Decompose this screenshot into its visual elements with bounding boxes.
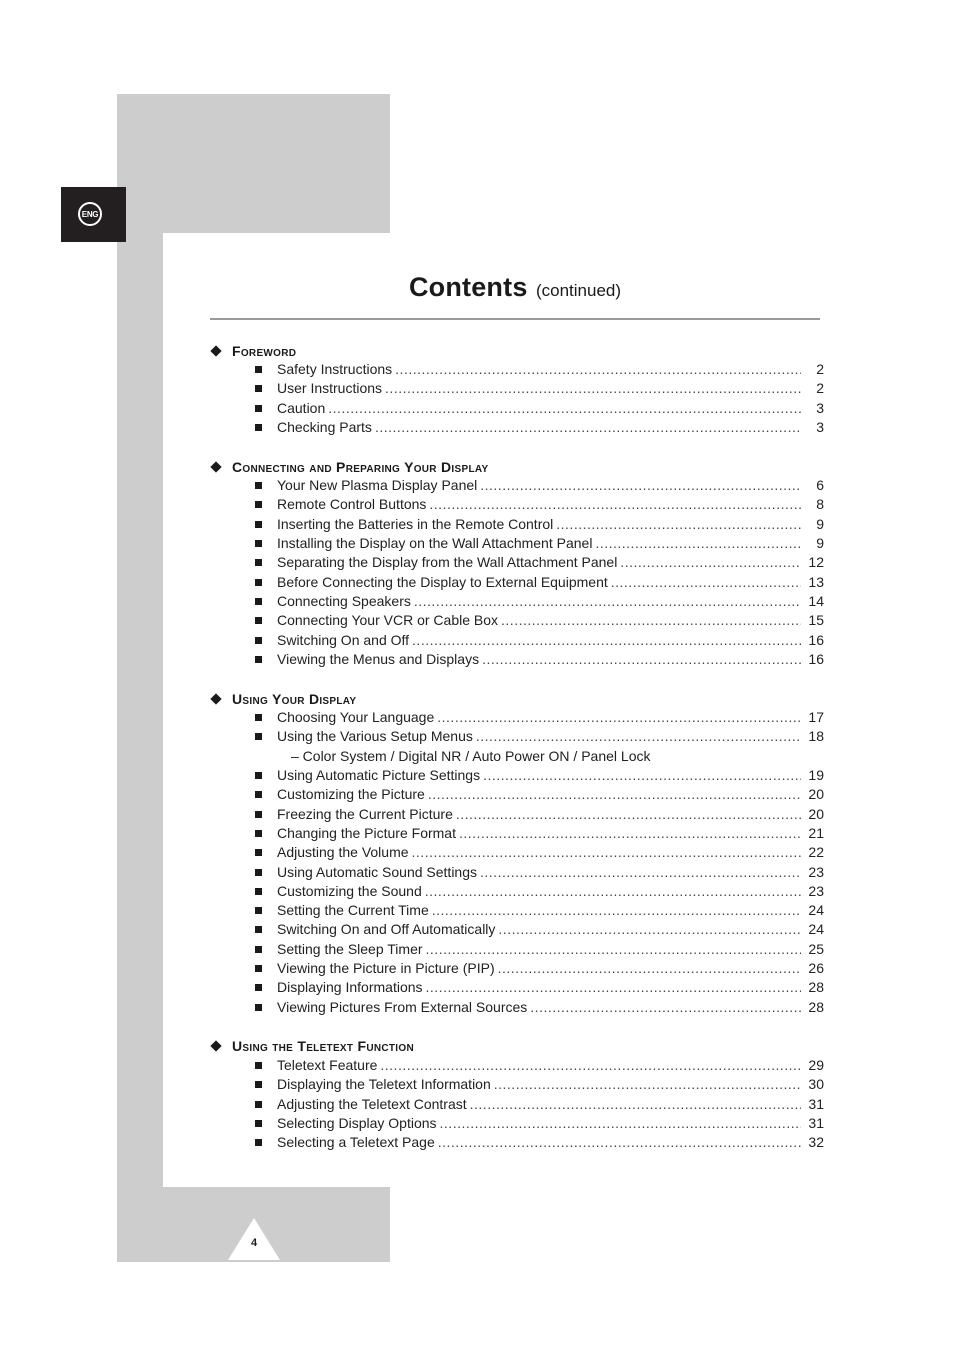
dot-leader xyxy=(414,593,801,609)
toc-entry xyxy=(210,574,824,593)
square-bullet-icon xyxy=(255,849,262,856)
title-divider xyxy=(210,318,820,320)
toc-entry-label: Selecting a Teletext Page xyxy=(277,1134,435,1151)
toc-entry-page: 25 xyxy=(808,940,824,957)
square-bullet-icon xyxy=(255,579,262,586)
toc-entry-label: Customizing the Sound xyxy=(277,882,422,899)
toc-entry-label: Using the Various Setup Menus xyxy=(277,728,473,745)
diamond-bullet-icon xyxy=(210,461,221,472)
toc-entry-page: 24 xyxy=(808,921,824,938)
square-bullet-icon xyxy=(255,733,262,740)
toc-entry-page: 6 xyxy=(816,477,824,494)
square-bullet-icon xyxy=(255,830,262,837)
toc-entry-subtopics: – Color System / Digital NR / Auto Power ON / Panel Lock xyxy=(291,747,651,764)
section-heading xyxy=(210,688,824,709)
toc-entry xyxy=(210,825,824,844)
toc-entry-label: Changing the Picture Format xyxy=(277,824,456,841)
dot-leader xyxy=(476,728,801,744)
square-bullet-icon xyxy=(255,811,262,818)
toc-entry-page: 3 xyxy=(816,418,824,435)
section-heading xyxy=(210,340,824,361)
toc-entry xyxy=(210,979,824,998)
section-heading xyxy=(210,456,824,477)
toc-entry-label: Setting the Current Time xyxy=(277,902,429,919)
dot-leader xyxy=(425,883,801,899)
toc-entry-page: 23 xyxy=(808,882,824,899)
toc-entry xyxy=(210,767,824,786)
language-tab xyxy=(61,187,126,242)
toc-entry-page: 8 xyxy=(816,496,824,513)
square-bullet-icon xyxy=(255,869,262,876)
square-bullet-icon xyxy=(255,984,262,991)
toc-entry-label: Using Automatic Sound Settings xyxy=(277,863,478,880)
toc-entry-page: 14 xyxy=(808,592,824,609)
square-bullet-icon xyxy=(255,405,262,412)
toc-section xyxy=(210,1036,824,1153)
toc-entry-page: 20 xyxy=(808,786,824,803)
toc-entry-page: 29 xyxy=(808,1056,824,1073)
toc-entry xyxy=(210,786,824,805)
dot-leader xyxy=(438,1134,801,1150)
toc-entry xyxy=(210,960,824,979)
square-bullet-icon xyxy=(255,559,262,566)
dot-leader xyxy=(456,806,801,822)
toc-entry-page: 12 xyxy=(808,554,824,571)
toc-entry xyxy=(210,632,824,651)
toc-section xyxy=(210,456,824,670)
toc-entry-page: 24 xyxy=(808,902,824,919)
square-bullet-icon xyxy=(255,501,262,508)
dot-leader xyxy=(470,1096,801,1112)
toc-entry xyxy=(210,593,824,612)
dot-leader xyxy=(395,361,801,377)
title-subtitle: (continued) xyxy=(535,281,622,300)
toc-entry-label: Setting the Sleep Timer xyxy=(277,940,423,957)
dot-leader xyxy=(426,979,801,995)
section-heading xyxy=(210,1036,824,1057)
toc-entry xyxy=(210,941,824,960)
diamond-bullet-icon xyxy=(210,345,221,356)
toc-entry-page: 28 xyxy=(808,998,824,1015)
toc-entry xyxy=(210,709,824,728)
dot-leader xyxy=(437,709,801,725)
toc-entry-label: Teletext Feature xyxy=(277,1056,378,1073)
dot-leader xyxy=(412,844,801,860)
square-bullet-icon xyxy=(255,366,262,373)
toc-entry-label: Connecting Your VCR or Cable Box xyxy=(277,612,499,629)
toc-entry xyxy=(210,535,824,554)
diamond-bullet-icon xyxy=(210,1041,221,1052)
square-bullet-icon xyxy=(255,791,262,798)
section-title: Using the Teletext Function xyxy=(232,1038,414,1055)
dot-leader xyxy=(428,786,801,802)
toc-entry xyxy=(210,1076,824,1095)
toc-entry-label: Viewing Pictures From External Sources xyxy=(277,998,528,1015)
square-bullet-icon xyxy=(255,907,262,914)
dot-leader xyxy=(494,1076,801,1092)
dot-leader xyxy=(480,477,801,493)
toc-entry-label: Freezing the Current Picture xyxy=(277,805,453,822)
toc-entry-label: Viewing the Picture in Picture (PIP) xyxy=(277,960,495,977)
title-main: Contents xyxy=(408,272,528,302)
square-bullet-icon xyxy=(255,540,262,547)
square-bullet-icon xyxy=(255,1139,262,1146)
language-badge: ENG xyxy=(78,202,102,226)
toc-entry-label: Separating the Display from the Wall Attachment Panel xyxy=(277,554,618,571)
dot-leader xyxy=(459,825,801,841)
toc-entry-label: Switching On and Off xyxy=(277,631,410,648)
toc-entry-page: 2 xyxy=(816,361,824,377)
toc-entry xyxy=(210,999,824,1018)
toc-entry-label: Installing the Display on the Wall Attachment Panel xyxy=(277,535,593,552)
toc-entry-page: 30 xyxy=(808,1076,824,1093)
toc-entry xyxy=(210,1134,824,1153)
square-bullet-icon xyxy=(255,965,262,972)
toc-entry xyxy=(210,902,824,921)
toc-entry-label: Displaying Informations xyxy=(277,979,423,996)
toc-entry-page: 23 xyxy=(808,863,824,880)
toc-entry xyxy=(210,477,824,496)
toc-entry-label: Safety Instructions xyxy=(277,361,393,377)
toc-entry xyxy=(210,651,824,670)
toc-entry xyxy=(210,921,824,940)
dot-leader xyxy=(432,902,801,918)
square-bullet-icon xyxy=(255,637,262,644)
square-bullet-icon xyxy=(255,772,262,779)
toc-entry-label: Checking Parts xyxy=(277,418,372,435)
square-bullet-icon xyxy=(255,1101,262,1108)
toc-entry-label: Before Connecting the Display to External Equipment xyxy=(277,573,608,590)
dot-leader xyxy=(328,400,801,416)
toc-entry-label: Connecting Speakers xyxy=(277,592,411,609)
square-bullet-icon xyxy=(255,1081,262,1088)
toc-entry xyxy=(210,554,824,573)
toc-entry xyxy=(210,844,824,863)
square-bullet-icon xyxy=(255,521,262,528)
toc-entry-label: Displaying the Teletext Information xyxy=(277,1076,491,1093)
section-title: Using Your Display xyxy=(232,690,357,707)
frame-left-strip xyxy=(117,233,163,1187)
square-bullet-icon xyxy=(255,926,262,933)
toc-entry xyxy=(210,419,824,438)
square-bullet-icon xyxy=(255,598,262,605)
dot-leader xyxy=(498,960,801,976)
toc-entry-label: Viewing the Menus and Displays xyxy=(277,650,480,667)
toc-entry-label: User Instructions xyxy=(277,380,383,397)
square-bullet-icon xyxy=(255,1062,262,1069)
toc-entry-label: Inserting the Batteries in the Remote Control xyxy=(277,515,554,532)
toc-entry xyxy=(210,883,824,902)
square-bullet-icon xyxy=(255,946,262,953)
toc-entry-page: 9 xyxy=(816,535,824,552)
toc-entry-label: Adjusting the Teletext Contrast xyxy=(277,1095,467,1112)
toc-entry-page: 3 xyxy=(816,399,824,416)
toc-entry-page: 19 xyxy=(808,767,824,784)
page-number: 4 xyxy=(250,1237,258,1249)
toc-entry-page: 13 xyxy=(808,573,824,590)
toc-entry-page: 26 xyxy=(808,960,824,977)
dot-leader xyxy=(482,651,801,667)
toc-entry-label: Caution xyxy=(277,399,326,416)
toc-entry xyxy=(210,400,824,419)
toc-entry xyxy=(210,1096,824,1115)
dot-leader xyxy=(380,1057,801,1073)
toc-entry xyxy=(210,496,824,515)
toc-entry-label: Adjusting the Volume xyxy=(277,844,409,861)
toc-entry-page: 15 xyxy=(808,612,824,629)
section-title: Foreword xyxy=(232,342,297,359)
dot-leader xyxy=(429,496,801,512)
toc-entry-page: 22 xyxy=(808,844,824,861)
toc-entry-label: Customizing the Picture xyxy=(277,786,425,803)
toc-entry-page: 28 xyxy=(808,979,824,996)
square-bullet-icon xyxy=(255,617,262,624)
toc-entry xyxy=(210,728,824,747)
toc-entry-label: Using Automatic Picture Settings xyxy=(277,767,481,784)
toc-entry-page: 16 xyxy=(808,650,824,667)
toc-entry xyxy=(210,864,824,883)
square-bullet-icon xyxy=(255,1004,262,1011)
toc-entry-label: Choosing Your Language xyxy=(277,709,435,726)
toc-entry xyxy=(210,806,824,825)
table-of-contents xyxy=(210,340,824,1171)
square-bullet-icon xyxy=(255,714,262,721)
toc-entry-label: Selecting Display Options xyxy=(277,1114,437,1131)
toc-entry-label: Remote Control Buttons xyxy=(277,496,427,513)
dot-leader xyxy=(385,380,801,396)
square-bullet-icon xyxy=(255,424,262,431)
dot-leader xyxy=(480,864,801,880)
dot-leader xyxy=(611,574,801,590)
toc-entry-page: 20 xyxy=(808,805,824,822)
dot-leader xyxy=(595,535,801,551)
toc-entry xyxy=(210,612,824,631)
frame-top-block xyxy=(117,94,390,233)
dot-leader xyxy=(498,921,801,937)
toc-entry-page: 16 xyxy=(808,631,824,648)
dot-leader xyxy=(620,554,801,570)
page-title xyxy=(210,272,820,303)
dot-leader xyxy=(530,999,801,1015)
toc-entry xyxy=(210,361,824,380)
dot-leader xyxy=(426,941,801,957)
toc-entry-page: 17 xyxy=(808,709,824,726)
toc-entry-page: 21 xyxy=(808,824,824,841)
toc-entry-label: Switching On and Off Automatically xyxy=(277,921,496,938)
toc-entry xyxy=(210,1115,824,1134)
toc-section xyxy=(210,688,824,1018)
dot-leader xyxy=(412,632,801,648)
square-bullet-icon xyxy=(255,385,262,392)
toc-entry-page: 18 xyxy=(808,728,824,745)
toc-entry-label: Your New Plasma Display Panel xyxy=(277,477,478,494)
page-number-marker xyxy=(228,1218,280,1260)
section-title: Connecting and Preparing Your Display xyxy=(232,458,489,475)
square-bullet-icon xyxy=(255,482,262,489)
dot-leader xyxy=(556,516,801,532)
toc-entry-page: 32 xyxy=(808,1134,824,1151)
toc-entry-page: 9 xyxy=(816,515,824,532)
toc-entry xyxy=(210,516,824,535)
toc-entry xyxy=(210,380,824,399)
dot-leader xyxy=(440,1115,801,1131)
toc-entry-page: 31 xyxy=(808,1095,824,1112)
dot-leader xyxy=(483,767,801,783)
square-bullet-icon xyxy=(255,1120,262,1127)
toc-section xyxy=(210,340,824,438)
square-bullet-icon xyxy=(255,656,262,663)
toc-entry-page: 2 xyxy=(816,380,824,397)
toc-entry xyxy=(210,1057,824,1076)
dot-leader xyxy=(501,612,801,628)
dot-leader xyxy=(375,419,801,435)
diamond-bullet-icon xyxy=(210,693,221,704)
toc-entry-page: 31 xyxy=(808,1114,824,1131)
square-bullet-icon xyxy=(255,888,262,895)
